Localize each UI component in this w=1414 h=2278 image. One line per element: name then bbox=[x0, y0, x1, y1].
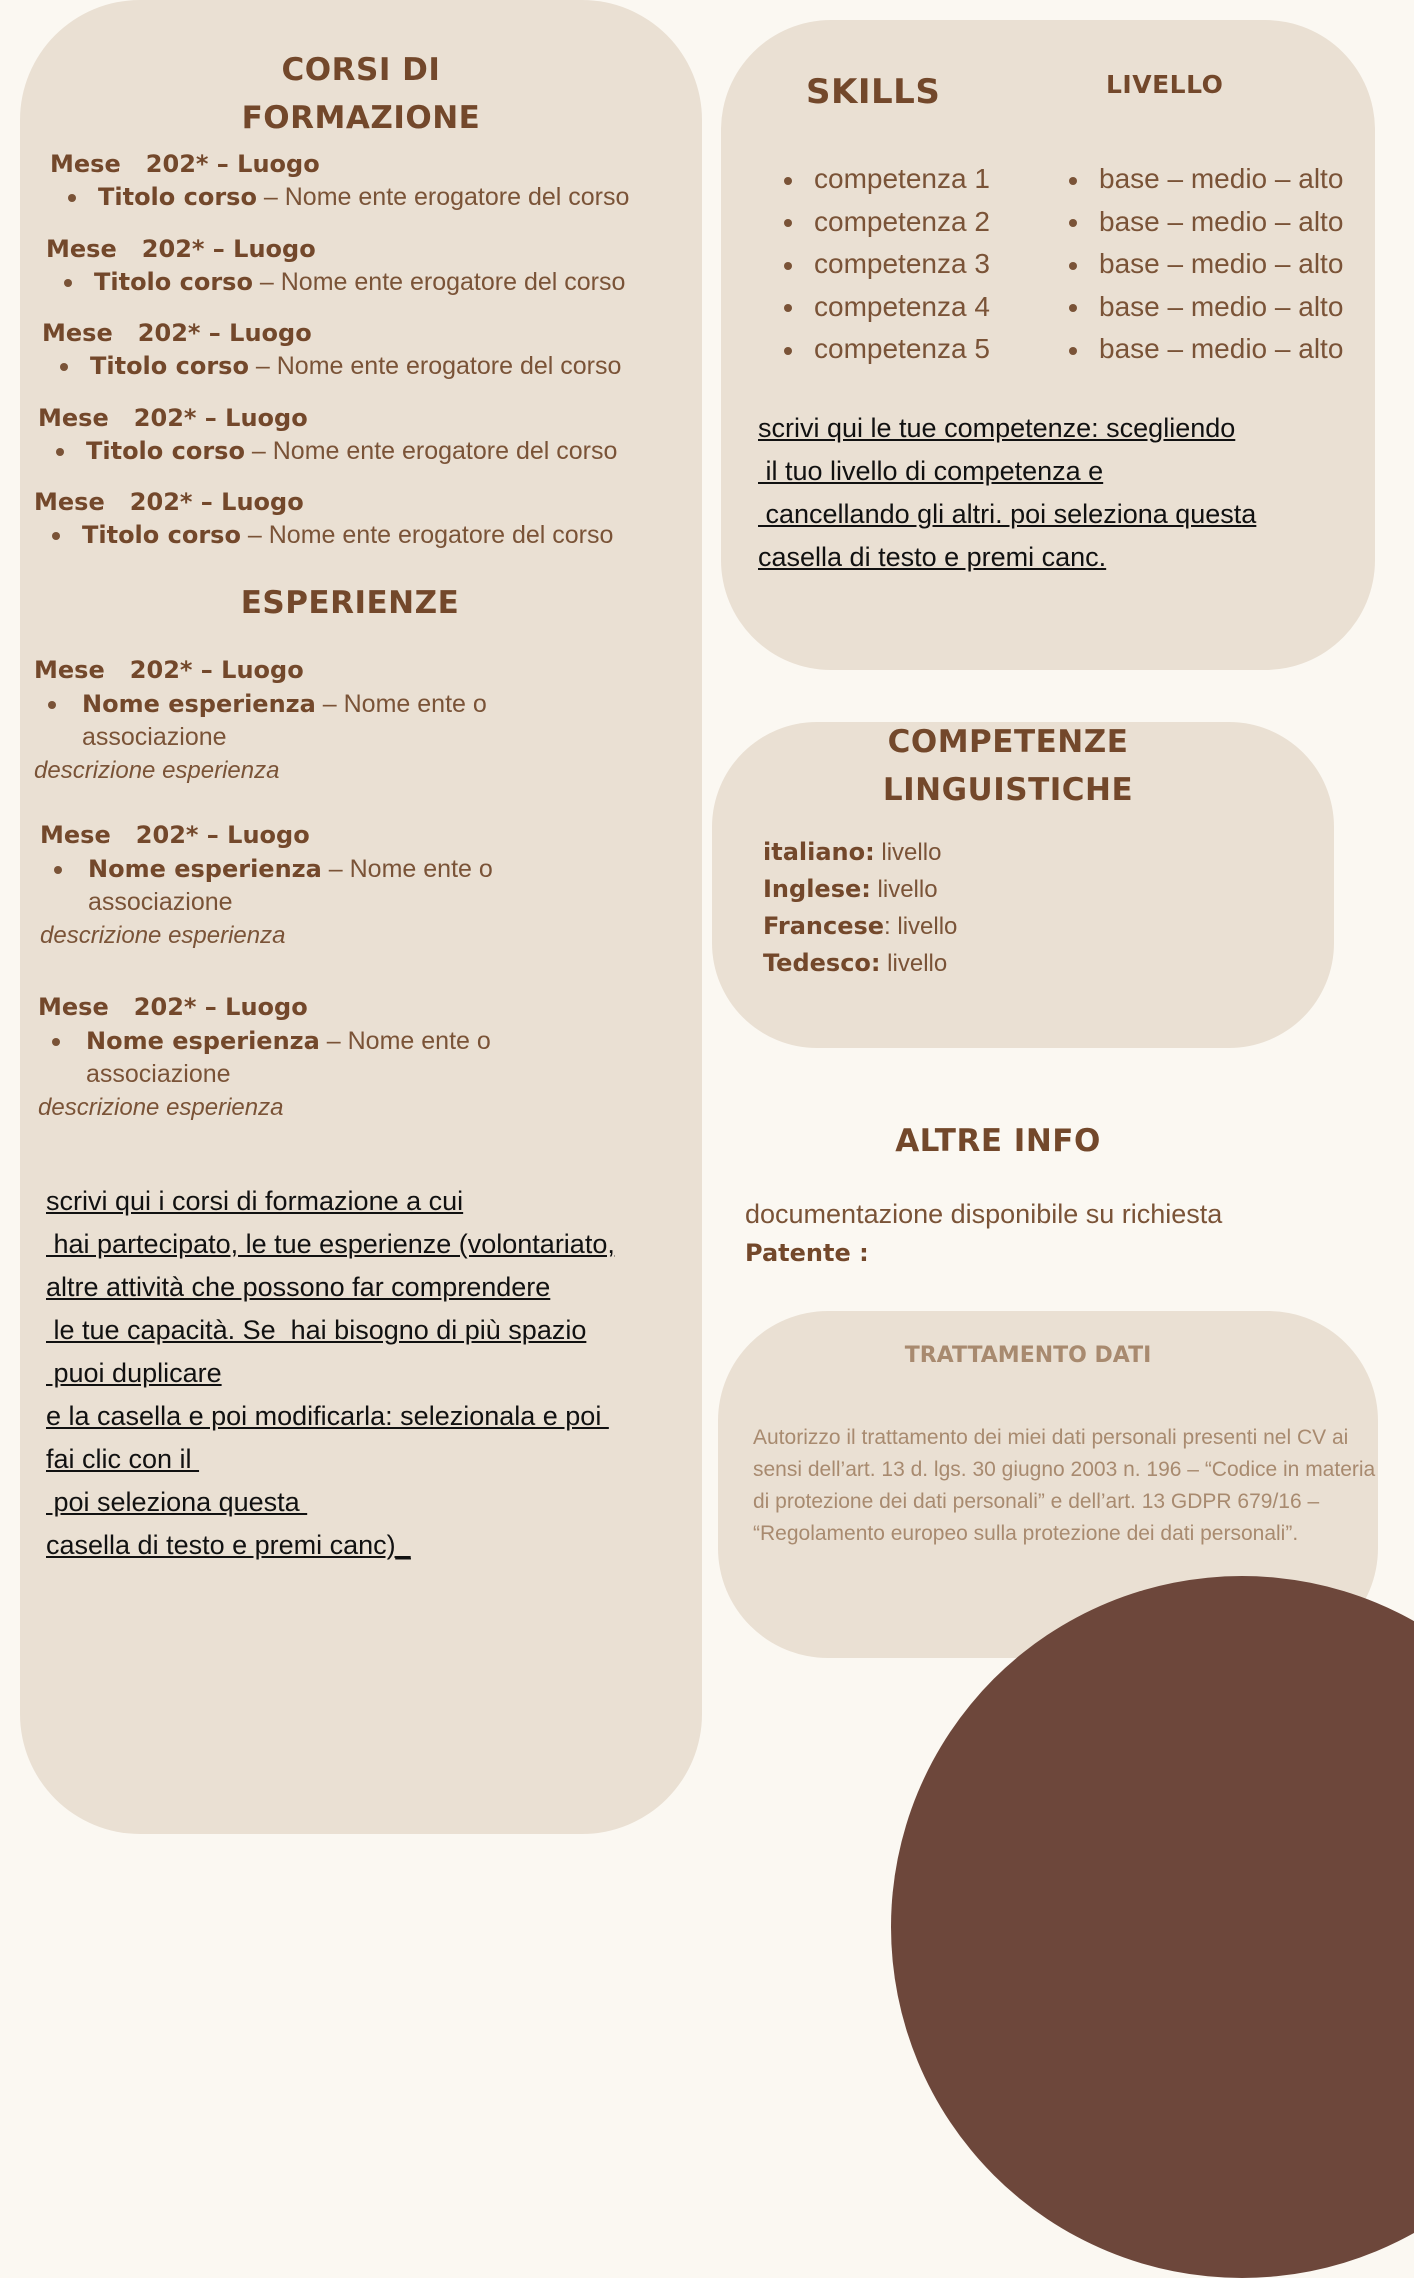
language-level: : livello bbox=[884, 913, 958, 940]
language-name: Francese bbox=[763, 912, 885, 940]
skill-level-item bbox=[1069, 158, 1343, 201]
course-title: Titolo corso bbox=[82, 521, 241, 549]
bullet-icon bbox=[60, 363, 68, 371]
experience-entry bbox=[40, 817, 508, 953]
skill-name: competenza 2 bbox=[814, 205, 990, 237]
course-title: Titolo corso bbox=[90, 352, 249, 380]
course-item bbox=[38, 434, 617, 468]
languages-title-line1: COMPETENZE bbox=[887, 724, 1129, 760]
course-entry bbox=[42, 317, 621, 383]
left-instructions-note[interactable]: scrivi qui i corsi di formazione a cui hai partecipato, le tue esperienze (volontariato, altre attività che possono far comprendere le tue capacità. Se hai bisogno di più spazio puoi duplicare e la casella e poi modificarla: selezionala e poi fai clic con il poi seleziona questa casella di testo e premi canc)_ bbox=[46, 1186, 615, 1560]
skill-name: competenza 3 bbox=[814, 248, 990, 279]
experience-description: descrizione esperienza bbox=[38, 1094, 284, 1121]
formazione-title-line2: FORMAZIONE bbox=[241, 100, 481, 136]
experience-description: descrizione esperienza bbox=[40, 922, 286, 949]
bullet-icon bbox=[784, 347, 792, 355]
level-title: LIVELLO bbox=[1106, 70, 1224, 99]
skill-item bbox=[784, 158, 990, 201]
experience-name: Nome esperienza bbox=[86, 1027, 320, 1055]
documentation-text: documentazione disponibile su richiesta bbox=[745, 1199, 1223, 1229]
language-row bbox=[763, 945, 957, 982]
bullet-icon bbox=[56, 448, 64, 456]
course-entry bbox=[38, 402, 617, 468]
course-date: Mese 202* – Luogo bbox=[50, 150, 320, 178]
skills-list bbox=[784, 158, 990, 371]
course-item bbox=[50, 180, 629, 214]
experience-item bbox=[38, 1025, 506, 1091]
skills-title: SKILLS bbox=[806, 72, 941, 112]
course-date: Mese 202* – Luogo bbox=[42, 319, 312, 347]
languages-title-line2: LINGUISTICHE bbox=[882, 772, 1134, 808]
bullet-icon bbox=[784, 262, 792, 270]
bullet-icon bbox=[1069, 177, 1077, 185]
experience-entry bbox=[34, 652, 502, 788]
course-date: Mese 202* – Luogo bbox=[34, 488, 304, 516]
privacy-title: TRATTAMENTO DATI bbox=[904, 1343, 1152, 1368]
skill-name: competenza 1 bbox=[814, 163, 990, 194]
course-title: Titolo corso bbox=[94, 268, 253, 296]
bullet-icon bbox=[784, 219, 792, 227]
skill-item bbox=[784, 243, 990, 286]
course-date: Mese 202* – Luogo bbox=[38, 404, 308, 432]
language-level: livello bbox=[880, 950, 948, 977]
experience-name: Nome esperienza bbox=[88, 855, 322, 883]
course-item bbox=[46, 265, 625, 299]
course-ente: – Nome ente erogatore del corso bbox=[240, 521, 614, 549]
course-ente: – Nome ente erogatore del corso bbox=[256, 183, 630, 211]
skill-levels-list bbox=[1069, 158, 1343, 371]
formazione-title bbox=[0, 46, 722, 142]
skill-level: base – medio – alto bbox=[1099, 333, 1344, 364]
experience-date: Mese 202* – Luogo bbox=[40, 821, 310, 849]
course-item bbox=[42, 349, 621, 383]
bullet-icon bbox=[64, 279, 72, 287]
skill-item bbox=[784, 201, 990, 244]
skill-level-item bbox=[1069, 201, 1343, 244]
bullet-icon bbox=[68, 194, 76, 202]
course-entry bbox=[34, 486, 613, 552]
bullet-icon bbox=[784, 304, 792, 312]
course-ente: – Nome ente erogatore del corso bbox=[248, 352, 622, 380]
experience-date: Mese 202* – Luogo bbox=[34, 656, 304, 684]
course-ente: – Nome ente erogatore del corso bbox=[252, 268, 626, 296]
experience-name: Nome esperienza bbox=[82, 690, 316, 718]
language-row bbox=[763, 871, 957, 908]
language-name: Inglese: bbox=[763, 875, 871, 903]
course-date: Mese 202* – Luogo bbox=[46, 235, 316, 263]
experience-item bbox=[34, 688, 502, 754]
decorative-circle bbox=[891, 1576, 1414, 2278]
skill-level-item bbox=[1069, 328, 1343, 371]
other-info-title: ALTRE INFO bbox=[895, 1123, 1101, 1159]
languages-list bbox=[763, 834, 957, 982]
experience-entry bbox=[38, 989, 506, 1125]
experience-ente: – Nome ente o associazione bbox=[86, 1027, 491, 1088]
skills-instructions-note[interactable]: scrivi qui le tue competenze: scegliendo il tuo livello di competenza e cancellando gli altri. poi seleziona questa casella di testo e premi canc. bbox=[758, 413, 1257, 572]
course-entry bbox=[46, 233, 625, 299]
bullet-icon bbox=[784, 177, 792, 185]
experience-ente: – Nome ente o associazione bbox=[88, 855, 493, 916]
skill-item bbox=[784, 286, 990, 329]
skill-level-item bbox=[1069, 286, 1343, 329]
driving-license-label: Patente : bbox=[745, 1239, 869, 1267]
course-title: Titolo corso bbox=[98, 183, 257, 211]
bullet-icon bbox=[52, 532, 60, 540]
skill-name: competenza 4 bbox=[814, 290, 990, 322]
course-title: Titolo corso bbox=[86, 437, 245, 465]
skill-level: base – medio – alto bbox=[1099, 205, 1344, 237]
language-level: livello bbox=[870, 876, 938, 903]
privacy-text: Autorizzo il trattamento dei miei dati personali presenti nel CV ai sensi dell’art. 13 d. lgs. 30 giugno 2003 n. 196 – “Codice in materia di protezione dei dati personali” e dell’art. 13 GDPR 679/16 – “Regolamento europeo sulla protezione dei dati personali”. bbox=[753, 1426, 1376, 1545]
bullet-icon bbox=[54, 866, 62, 874]
skill-level-item bbox=[1069, 243, 1343, 286]
language-name: Tedesco: bbox=[763, 949, 881, 977]
formazione-title-line1: CORSI DI bbox=[281, 52, 441, 88]
course-item bbox=[34, 518, 613, 552]
language-row bbox=[763, 834, 957, 871]
skill-level: base – medio – alto bbox=[1099, 163, 1344, 194]
bullet-icon bbox=[1069, 304, 1077, 312]
language-row bbox=[763, 908, 957, 945]
bullet-icon bbox=[48, 701, 56, 709]
course-ente: – Nome ente erogatore del corso bbox=[244, 437, 618, 465]
languages-title bbox=[712, 718, 1304, 814]
experience-ente: – Nome ente o associazione bbox=[82, 690, 487, 751]
experience-date: Mese 202* – Luogo bbox=[38, 993, 308, 1021]
language-name: italiano: bbox=[763, 838, 875, 866]
skill-item bbox=[784, 328, 990, 371]
course-entry bbox=[50, 148, 629, 214]
skill-level: base – medio – alto bbox=[1099, 290, 1344, 322]
experience-description: descrizione esperienza bbox=[34, 757, 280, 784]
esperienze-title: ESPERIENZE bbox=[240, 585, 460, 621]
bullet-icon bbox=[1069, 347, 1077, 355]
skill-name: competenza 5 bbox=[814, 333, 990, 364]
bullet-icon bbox=[1069, 262, 1077, 270]
bullet-icon bbox=[52, 1038, 60, 1046]
skill-level: base – medio – alto bbox=[1099, 248, 1344, 279]
experience-item bbox=[40, 853, 508, 919]
language-level: livello bbox=[874, 839, 942, 866]
bullet-icon bbox=[1069, 219, 1077, 227]
